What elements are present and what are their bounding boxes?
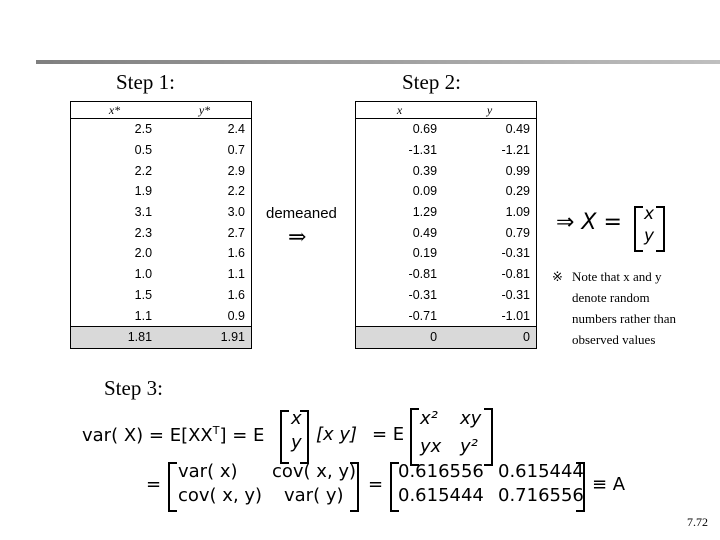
matrix-cell: x² [420,408,438,429]
right-bracket [484,408,493,466]
table-cell: 0.7 [158,140,251,161]
table-cell: 0.19 [356,243,444,264]
matrix-cell: xy [460,408,482,429]
table-cell: -0.31 [443,285,536,306]
matrix-cell: cov( x, y) [272,461,357,482]
table-cell: 0.09 [356,181,444,202]
table-row [356,222,537,243]
table-row [71,243,252,264]
table-cell: -0.81 [356,264,444,285]
table-cell: -0.71 [356,305,444,326]
table-cell: -1.01 [443,305,536,326]
table-cell: 0.29 [443,181,536,202]
table-cell: 2.2 [71,160,159,181]
matrix-cell: cov( x, y) [178,485,263,506]
table-cell: 0.49 [356,222,444,243]
table-row [356,119,537,140]
table-cell: 1.6 [158,285,251,306]
step2-label: Step 2: [402,70,461,94]
matrix-cell: 0.716556 [498,485,584,506]
table-cell: 0.49 [443,119,536,140]
row-vector: [x y] [316,424,358,445]
left-bracket [168,462,177,512]
table-row [356,202,537,223]
table-cell: 1.0 [71,264,159,285]
table-row [71,285,252,306]
table-cell: 1.1 [71,305,159,326]
left-bracket [634,206,643,252]
table-cell: 0.39 [356,160,444,181]
vector-definition [556,210,622,235]
table-cell: 1.5 [71,285,159,306]
table-cell: 0.79 [443,222,536,243]
table-row [356,140,537,161]
note [552,266,717,350]
table-cell: 2.5 [71,119,159,140]
eq-text: = [146,474,162,495]
eq-text: = [368,474,384,495]
vec-entry: y [644,226,655,246]
right-bracket [656,206,665,252]
matrix-cell: 0.615444 [398,485,484,506]
eq-text: = E [372,424,405,445]
table-cell: 2.7 [158,222,251,243]
mean-cell: 1.81 [71,326,159,348]
step2-table [355,101,537,349]
table-cell: 1.29 [356,202,444,223]
right-bracket [300,410,309,464]
right-bracket [350,462,359,512]
table-row [71,264,252,285]
mean-row [356,326,537,348]
table-cell: 0.9 [158,305,251,326]
page-number: 7.72 [687,515,708,529]
matrix-cell: var( x) [178,461,238,482]
table-cell: -0.81 [443,264,536,285]
title-rule [36,60,720,64]
note-line: numbers rather than [572,311,676,326]
mean-cell: 0 [356,326,444,348]
step1-label: Step 1: [116,70,175,94]
step1-table [70,101,252,349]
note-line: Note that x and y [572,269,662,284]
col-header: y [443,102,536,119]
table-cell: 3.1 [71,202,159,223]
vec-entry: x [644,204,655,224]
table-cell: -1.31 [356,140,444,161]
left-bracket [410,408,419,466]
table-cell: 0.99 [443,160,536,181]
col-entry: y [291,432,302,453]
mean-row [71,326,252,348]
table-row [71,181,252,202]
table-cell: 2.2 [158,181,251,202]
implies-arrow: ⇒ [288,224,307,249]
table-row [71,222,252,243]
table-cell: 3.0 [158,202,251,223]
matrix-cell: 0.615444 [498,461,584,482]
demeaned-label: demeaned [266,205,337,222]
matrix-cell: yx [420,436,442,457]
table-cell: 2.0 [71,243,159,264]
table-cell: 2.4 [158,119,251,140]
table-cell: -0.31 [443,243,536,264]
table-cell: 2.3 [71,222,159,243]
mean-cell: 0 [443,326,536,348]
table-cell: 0.69 [356,119,444,140]
table-row [71,202,252,223]
table-row [71,119,252,140]
table-row [356,160,537,181]
table-cell: 1.1 [158,264,251,285]
right-bracket [576,462,585,512]
table-cell: -1.21 [443,140,536,161]
eq-text: var( X) = E[XX [82,425,213,446]
table-row [356,305,537,326]
left-bracket [280,410,289,464]
table-row [71,140,252,161]
equiv-A: ≡ A [592,474,626,495]
table-cell: 2.9 [158,160,251,181]
matrix-cell: y² [460,436,478,457]
vector-lhs: ⇒ X = [556,210,622,235]
matrix-cell: 0.616556 [398,461,484,482]
table-cell: -0.31 [356,285,444,306]
table-row [356,243,537,264]
var-lhs [82,424,264,446]
mean-cell: 1.91 [158,326,251,348]
vector-x-y [634,206,664,252]
table-cell: 0.5 [71,140,159,161]
note-line: observed values [572,332,656,347]
note-line: denote random [572,290,650,305]
table-row [356,181,537,202]
eq-text: ] = E [219,425,265,446]
col-header: y* [158,102,251,119]
table-row [71,305,252,326]
table-row [356,264,537,285]
col-entry: x [291,408,302,429]
table-cell: 1.6 [158,243,251,264]
matrix-cell: var( y) [284,485,344,506]
col-header: x [356,102,444,119]
table-row [71,160,252,181]
col-header: x* [71,102,159,119]
table-cell: 1.9 [71,181,159,202]
step3-label: Step 3: [104,376,163,400]
eq-sup: T [212,424,220,437]
note-mark: ※ [552,269,563,284]
table-row [356,285,537,306]
table-cell: 1.09 [443,202,536,223]
